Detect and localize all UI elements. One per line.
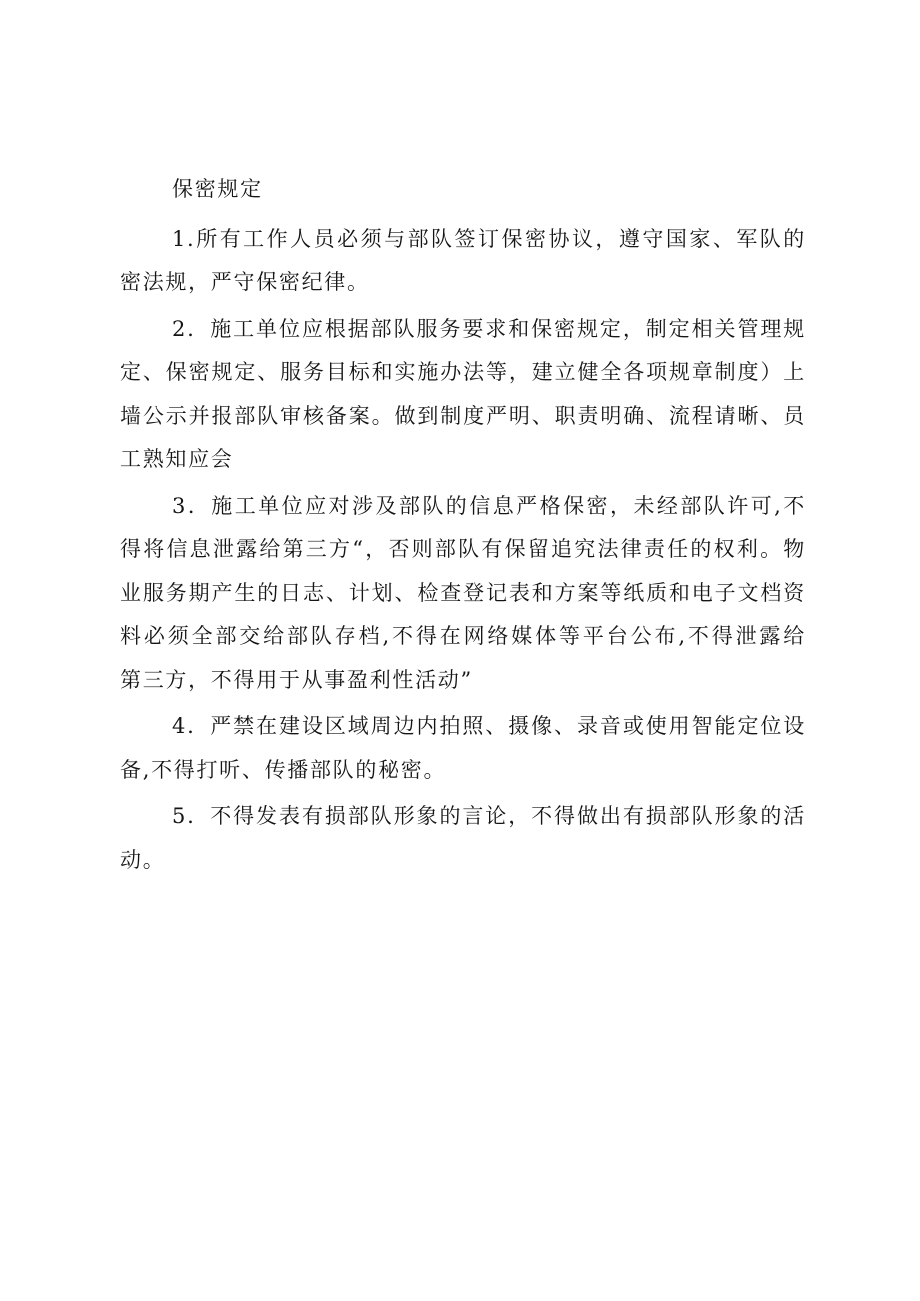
text-line: 密法规，严守保密纪律。: [120, 270, 370, 294]
paragraph-4: [120, 705, 806, 792]
paragraph-2: [120, 308, 806, 482]
text-line: 动。: [120, 847, 166, 872]
paragraph-1: [120, 218, 806, 305]
text-line: 定、保密规定、服务目标和实施办法等，建立健全各项规章制度）上: [120, 360, 806, 384]
text-line: 料必须全部交给部队存档,不得在网络媒体等平台公布,不得泄露给: [120, 624, 806, 648]
text-line: 1.所有工作人员必须与部队签订保密协议，遵守国家、军队的: [172, 226, 806, 251]
text-line: 5．不得发表有损部队形象的言论，不得做出有损部队形象的活: [172, 804, 806, 828]
paragraph-3: [120, 485, 806, 703]
text-line: 墙公示并报部队审核备案。做到制度严明、职责明确、流程请晰、员: [120, 403, 806, 428]
document-title: 保密规定: [172, 177, 263, 201]
text-line: 3．施工单位应对涉及部队的信息严格保密，未经部队许可,不: [172, 493, 806, 518]
text-line: 第三方，不得用于从事盈利性活动”: [120, 667, 473, 692]
text-line: 2．施工单位应根据部队服务要求和保密规定，制定相关管理规: [172, 316, 806, 341]
paragraph-5: [120, 795, 806, 882]
text-line: 工熟知应会: [120, 447, 234, 471]
text-line: 业服务期产生的日志、计划、检查登记表和方案等纸质和电子文档资: [120, 580, 806, 605]
document-body: [120, 168, 806, 882]
text-line: 得将信息泄露给第三方“，否则部队有保留追究法律责任的权利。物: [120, 537, 806, 561]
text-line: 备,不得打听、传播部队的秘密。: [120, 757, 447, 782]
text-line: 4．严禁在建设区域周边内拍照、摄像、录音或使用智能定位设: [172, 714, 806, 738]
